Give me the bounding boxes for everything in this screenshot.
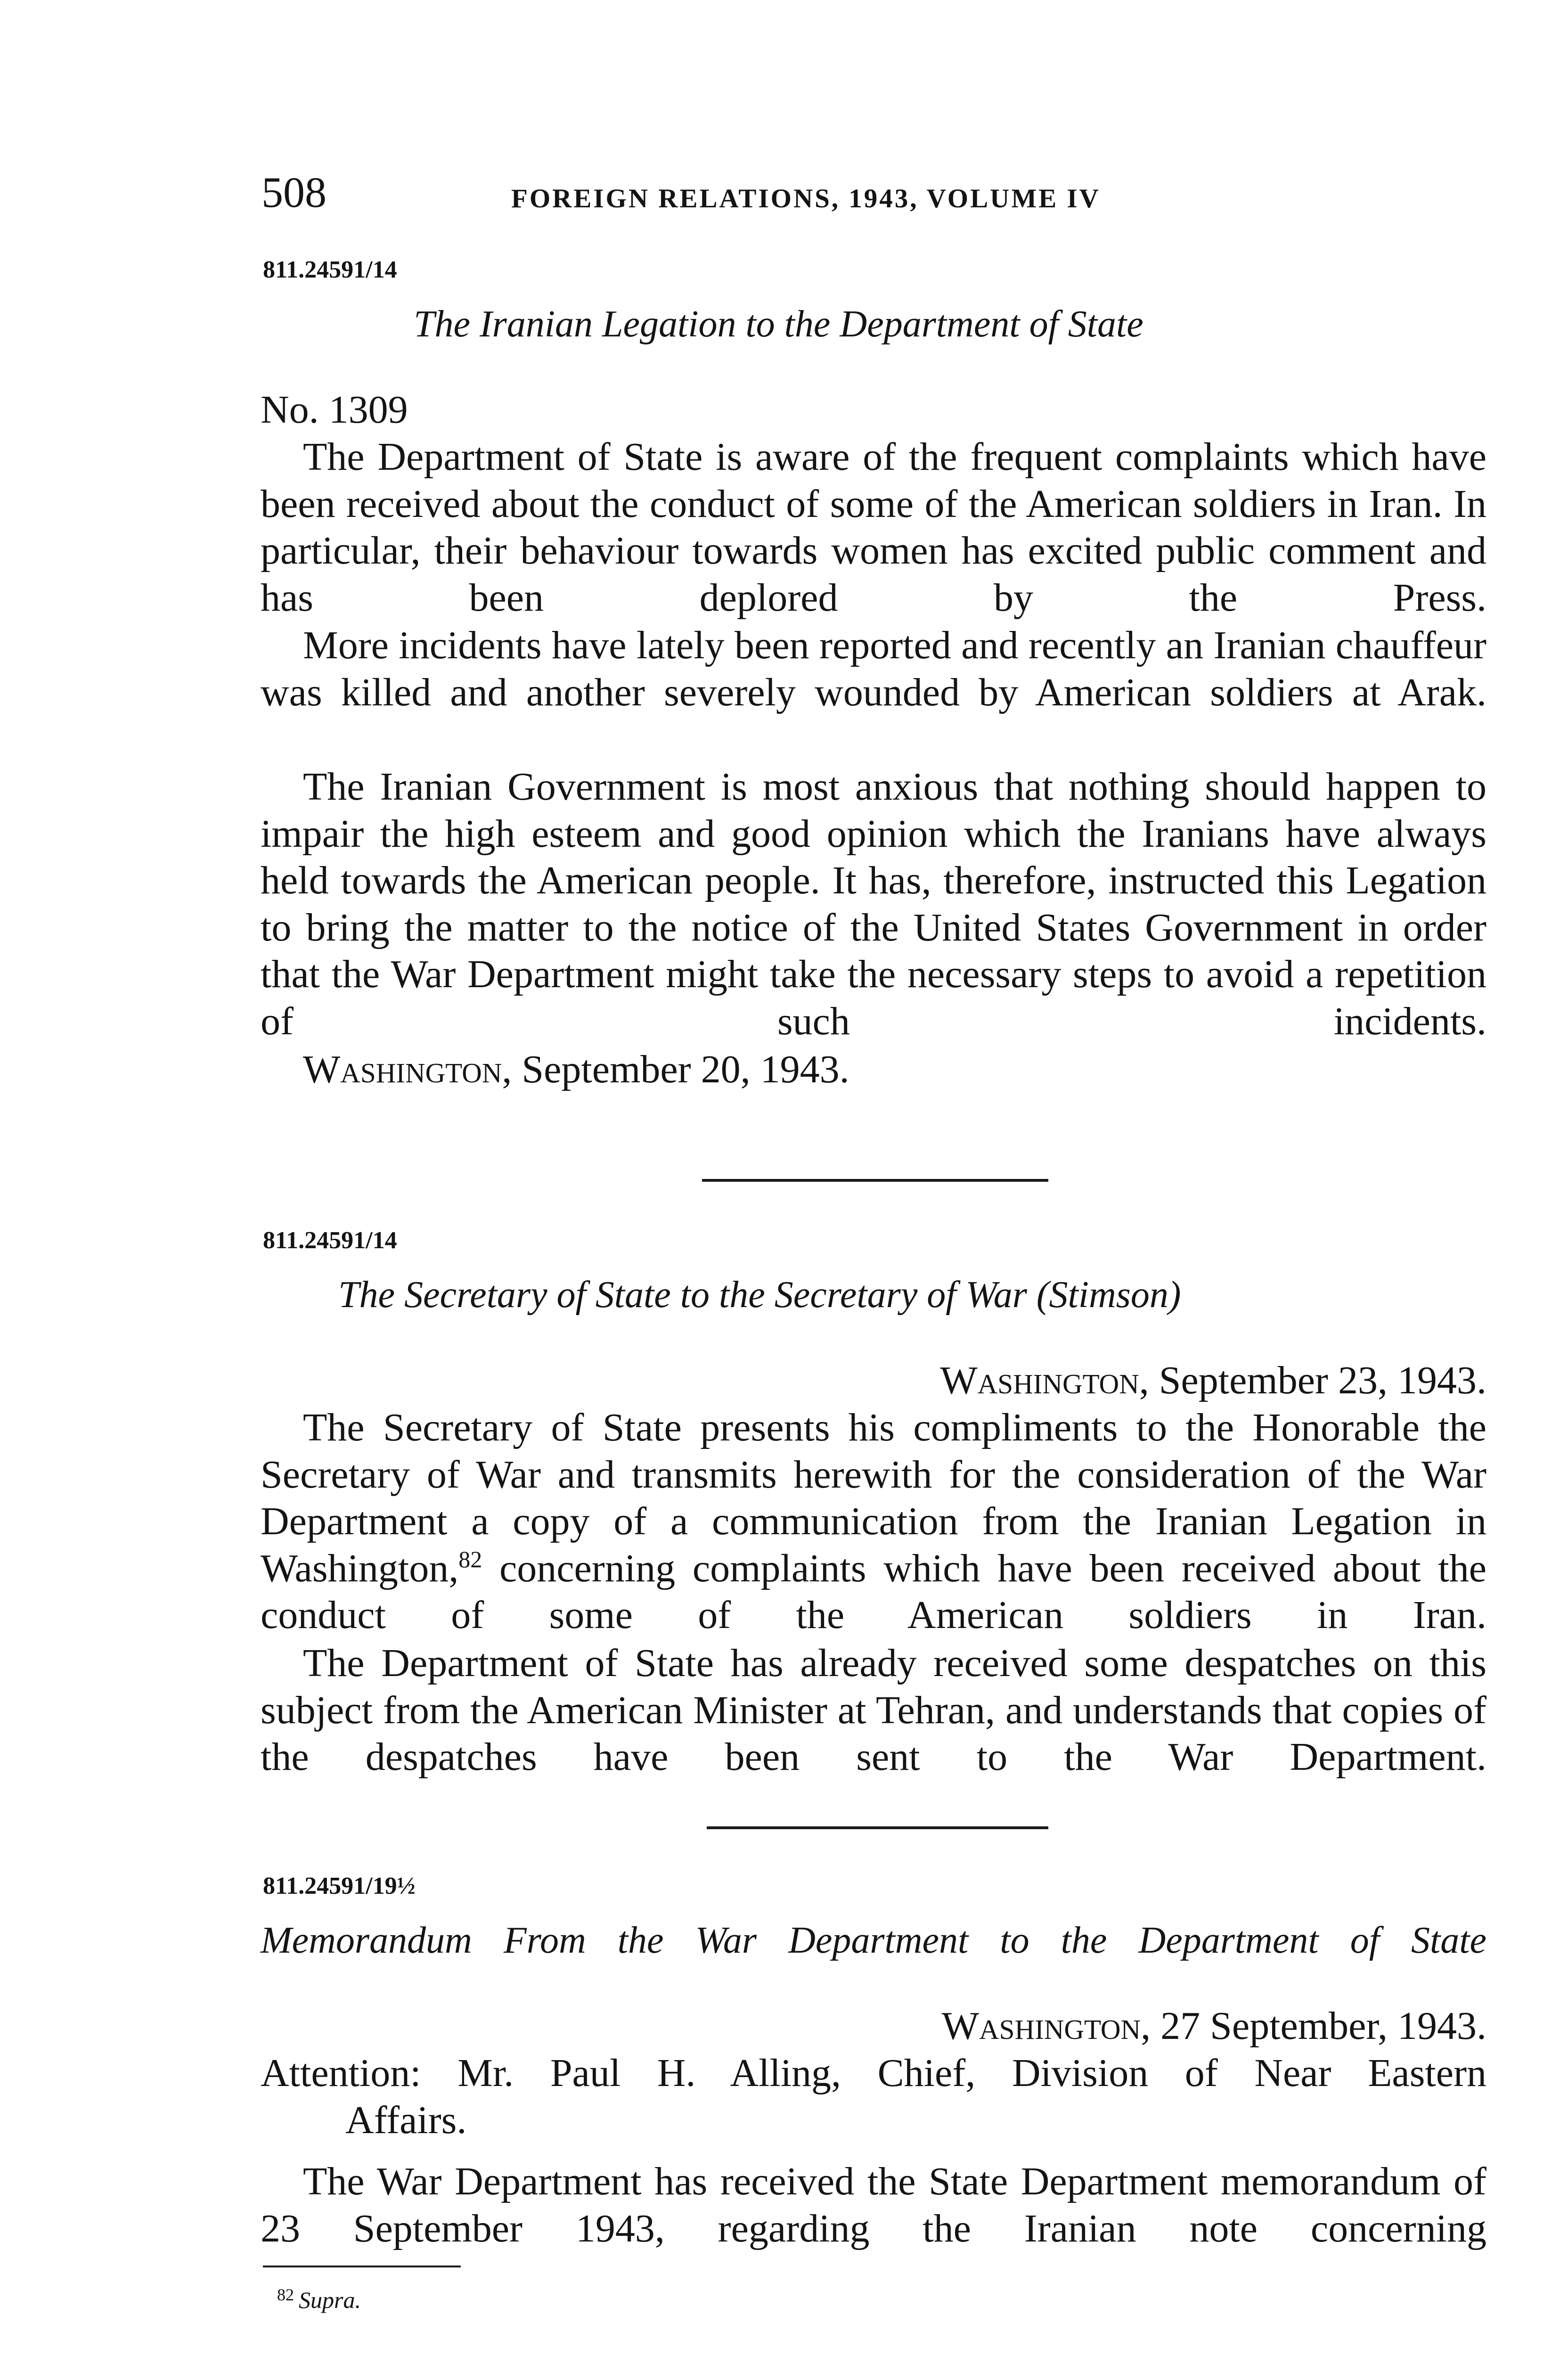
doc1-paragraph-2: More incidents have lately been reported and recently an Iranian chauffeur was killed and another severely wounded by American soldiers at Arak.: [261, 623, 1486, 714]
footnote: [277, 2278, 361, 2316]
doc2-paragraph-1-text: The Secretary of State presents his compliments to the Honorable the Secretary of War and transmits herewith for the consideration of the War Department a copy of a communication from the Iranian Legation in Washington,: [261, 1406, 1486, 1590]
doc2-paragraph-1: [261, 1404, 1486, 1639]
doc2-paragraph-1-rest: concerning complaints which have been received about the conduct of some of the American soldiers in Iran.: [261, 1546, 1486, 1637]
doc2-file-number: 811.24591/14: [263, 1227, 397, 1254]
doc3-date: , 27 September, 1943.: [1141, 2004, 1486, 2048]
doc3-dateline: [707, 2003, 1486, 2050]
section-divider-2: [707, 1826, 1048, 1829]
doc2-dateline: [707, 1357, 1486, 1404]
doc1-paragraph-3: The Iranian Government is most anxious that nothing should happen to impair the high esteem and good opinion which the Iranians have always held towards the American people. It has, therefore, instructed this Legation to bring the matter to the notice of the United States Government in order that the War Department might take the necessary steps to avoid a repetition of such incidents.: [261, 765, 1486, 1043]
footnote-rule: [263, 2266, 461, 2267]
doc1-dateline: [303, 1046, 849, 1093]
doc2-date: , September 23, 1943.: [1139, 1358, 1486, 1402]
doc1-file-number: 811.24591/14: [263, 256, 397, 283]
footnote-text: Supra.: [299, 2287, 361, 2313]
doc1-title: The Iranian Legation to the Department of State: [414, 303, 1143, 345]
section-divider-1: [702, 1179, 1048, 1182]
doc3-attention-line-2: Affairs.: [345, 2098, 467, 2142]
doc1-paragraph-1: The Department of State is aware of the frequent complaints which have been received about the conduct of some of the American soldiers in Iran. In particular, their behaviour towards women has excited public comment and has been deplored by the Press.: [261, 435, 1486, 620]
doc1-date: , September 20, 1943.: [502, 1047, 849, 1091]
footnote-number: 82: [277, 2285, 294, 2304]
doc3-paragraph-1: The War Department has received the State Department memorandum of 23 September 1943, regarding the Iranian note concerning: [261, 2160, 1486, 2250]
page-number: 508: [261, 168, 327, 216]
running-title: FOREIGN RELATIONS, 1943, VOLUME IV: [511, 184, 1101, 213]
footnote-reference[interactable]: 82: [458, 1546, 482, 1572]
doc1-note-number: No. 1309: [261, 388, 408, 432]
doc3-place: Washington: [941, 2004, 1141, 2048]
doc2-paragraph-2: The Department of State has already received some despatches on this subject from the American Minister at Tehran, and understands that copies of the despatches have been sent to the War Department.: [261, 1641, 1486, 1779]
doc2-place: Washington: [940, 1358, 1139, 1402]
doc3-title: Memorandum From the War Department to the Department of State: [261, 1920, 1486, 1961]
doc1-place: Washington: [303, 1047, 502, 1091]
doc3-file-number: 811.24591/19½: [263, 1873, 416, 1899]
doc3-attention-line-1: Attention: Mr. Paul H. Alling, Chief, Division of Near Eastern: [261, 2051, 1486, 2095]
doc2-title: The Secretary of State to the Secretary of War (Stimson): [338, 1274, 1181, 1316]
